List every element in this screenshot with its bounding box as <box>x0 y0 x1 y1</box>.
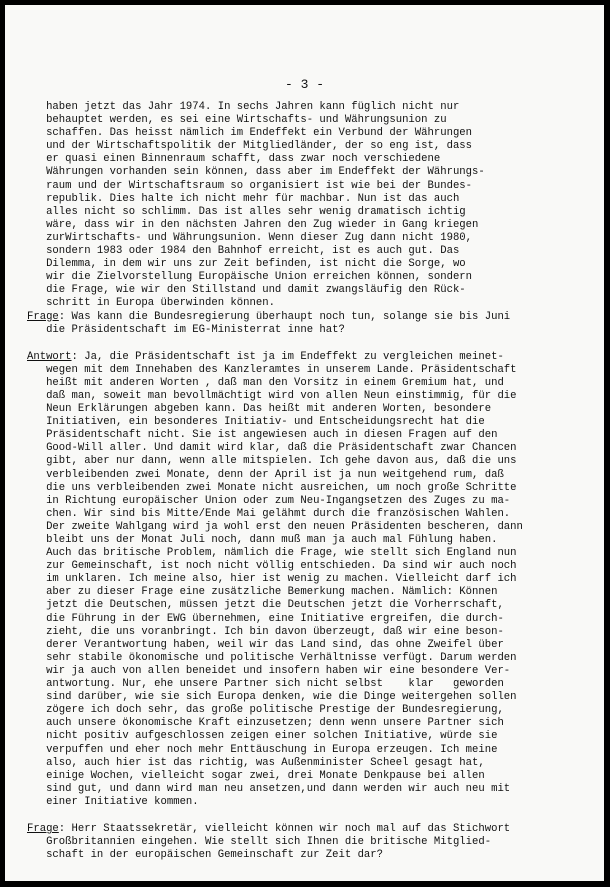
text-line: die Führung in der EWG übernehmen, eine Initiative ergreifen, die durch- <box>27 612 504 625</box>
text-line: zieht, die uns voranbringt. Ich bin davon überzeugt, daß wir eine beson- <box>27 625 504 638</box>
line-text: : Was kann die Bundesregierung überhaupt noch tun, solange sie bis Juni <box>58 310 511 323</box>
text-line: er quasi einen Binnenraum schafft, dass zwar noch verschiedene <box>27 153 441 166</box>
text-line: chen. Wir sind bis Mitte/Ende Mai gelähmt durch die französischen Wahlen. <box>27 507 511 520</box>
question-block <box>27 823 597 862</box>
text-line: zögere ich doch sehr, das große politische Prestige der Bundesregierung, <box>27 704 504 717</box>
text-line: in Richtung europäischer Union oder zum Neu-Ingangsetzen des Zuges zu ma- <box>27 494 511 507</box>
text-line: republik. Dies halte ich nicht mehr für machbar. Nun ist das auch <box>27 192 460 205</box>
text-line: antwortung. Nur, ehe unsere Partner sich nicht selbst klar geworden <box>27 678 504 691</box>
page-number: - 3 - <box>284 77 324 92</box>
document-page <box>5 5 604 881</box>
text-line: wir ja auch von allen beneidet und insofern haben wir eine besondere Ver- <box>27 664 511 677</box>
text-line: im unklaren. Ich meine also, hier ist wenig zu machen. Vielleicht darf ich <box>27 573 517 586</box>
text-line: sehr stabile ökonomische und politische Verhältnisse verfügt. Darum werden <box>27 651 517 664</box>
text-line: aber zu dieser Frage eine zusätzliche Bemerkung machen. Nämlich: Können <box>27 586 498 599</box>
text-line: die Präsidentschaft im EG-Ministerrat inne hat? <box>27 323 345 336</box>
answer-block <box>27 351 597 809</box>
text-line <box>27 351 597 364</box>
text-line: also, auch hier ist das richtig, was Außenminister Scheel gesagt hat, <box>27 756 485 769</box>
text-line: haben jetzt das Jahr 1974. In sechs Jahren kann füglich nicht nur <box>27 101 460 113</box>
text-line: wir die Zielvorstellung Europäische Union erreichen können, sondern <box>27 271 473 284</box>
text-line: sind gut, und dann wird man neu ansetzen,und dann werden wir auch neu mit <box>27 782 511 795</box>
text-line: wäre, dass wir in den nächsten Jahren den Zug wieder in Gang kriegen <box>27 218 479 231</box>
speaker-label: Antwort <box>27 350 72 363</box>
text-line: Neun Erklärungen abgeben kann. Das heißt mit anderen Worten, besondere <box>27 403 492 416</box>
text-line: sondern 1983 oder 1984 den Bahnhof erreicht, ist es auch gut. Das <box>27 245 460 258</box>
text-line <box>27 823 597 836</box>
text-line: heißt mit anderen Worten , daß man den Vorsitz in einem Gremium hat, und <box>27 376 504 389</box>
text-line: gibt, aber nur dann, wenn alle mitspielen. Ich gehe davon aus, daß die uns <box>27 455 517 468</box>
text-line: zurWirtschafts- und Währungsunion. Wenn dieser Zug dann nicht 1980, <box>27 231 473 244</box>
text-line: Präsidentschaft nicht. Sie ist angewiesen auch in diesen Fragen auf den <box>27 429 498 442</box>
text-line: Auch das britische Problem, nämlich die Frage, wie stellt sich England nun <box>27 547 517 560</box>
text-line: Der zweite Wahlgang wird ja wohl erst den neuen Präsidenten bescheren, dann <box>27 520 523 533</box>
text-line: bleibt uns der Monat Juli noch, dann muß man ja auch mal Fühlung haben. <box>27 534 498 546</box>
text-line: schritt in Europa überwinden können. <box>27 297 275 310</box>
text-line: verpuffen und eher noch mehr Enttäuschung in Europa erzeugen. Ich meine <box>27 743 498 756</box>
text-line: derer Verantwortung haben, weil wir das Land sind, das ohne Zweifel über <box>27 638 504 651</box>
text-line: verbleibenden zwei Monate, denn der April ist ja nun weitgehend rum, daß <box>27 468 504 481</box>
text-line: Dilemma, in dem wir uns zur Zeit befinden, ist nicht die Sorge, wo <box>27 258 466 271</box>
text-line: alles nicht so schlimm. Das ist alles sehr wenig dramatisch ichtig <box>27 205 466 218</box>
text-line: Good-Will aller. Und damit wird klar, daß die Präsidentschaft zwar Chancen <box>27 442 517 455</box>
text-line: schaffen. Das heisst nämlich im Endeffekt ein Verbund der Währungen <box>27 127 473 140</box>
text-line: wegen mit dem Innehaben des Kanzleramtes in unserem Lande. Präsidentschaft <box>27 363 517 376</box>
text-line: raum und der Wirtschaftsraum so organisiert ist wie bei der Bundes- <box>27 179 473 192</box>
text-line: zur Gemeinschaft, ist noch nicht völlig entschieden. Da sind wir auch noch <box>27 560 517 573</box>
text-line: jetzt die Deutschen, müssen jetzt die Deutschen jetzt die Vorherrschaft, <box>27 599 504 612</box>
paragraph-continuation <box>27 101 597 311</box>
text-line: Initiativen, ein besonderes Initiativ- und Entscheidungsrecht hat die <box>27 416 485 429</box>
text-line: einer Initiative kommen. <box>27 795 199 808</box>
text-line: auch unsere ökonomische Kraft einzusetzen; denn wenn unsere Partner sich <box>27 717 504 730</box>
text-line: einige Wochen, vielleicht sogar zwei, drei Monate Denkpause bei allen <box>27 769 485 782</box>
text-line: nicht positiv aufgeschlossen zeigen einer solchen Initiative, würde sie <box>27 730 498 743</box>
text-line: behauptet werden, es sei eine Wirtschafts- und Währungsunion zu <box>27 114 447 127</box>
line-text: : Herr Staatssekretär, vielleicht können wir noch mal auf das Stichwort <box>58 822 511 835</box>
question-block <box>27 311 597 337</box>
speaker-label: Frage <box>27 822 59 835</box>
text-line: die uns verbleibenden zwei Monate nicht ausreichen, um noch große Schritte <box>27 481 517 494</box>
text-line: daß man, soweit man bevollmächtigt wird von allen Neun einstimmig, für die <box>27 389 517 402</box>
text-line: und der Wirtschaftspolitik der Mitgliedländer, der so eng ist, dass <box>27 140 473 153</box>
speaker-label: Frage <box>27 310 59 323</box>
text-line: schaft in der europäischen Gemeinschaft zur Zeit dar? <box>27 849 384 862</box>
document-body <box>27 101 597 862</box>
text-line: sind darüber, wie sie sich Europa denken, wie die Dinge weitergehen sollen <box>27 691 517 704</box>
text-line: die Frage, wie wir den Stillstand und damit zwangsläufig den Rück- <box>27 284 466 297</box>
line-text: : Ja, die Präsidentschaft ist ja im Endeffekt zu vergleichen meinet- <box>71 350 504 363</box>
text-line <box>27 311 597 324</box>
text-line: Währungen vorhanden sein können, dass aber im Endeffekt der Währungs- <box>27 166 485 179</box>
text-line: Großbritannien eingehen. Wie stellt sich Ihnen die britische Mitglied- <box>27 836 492 849</box>
